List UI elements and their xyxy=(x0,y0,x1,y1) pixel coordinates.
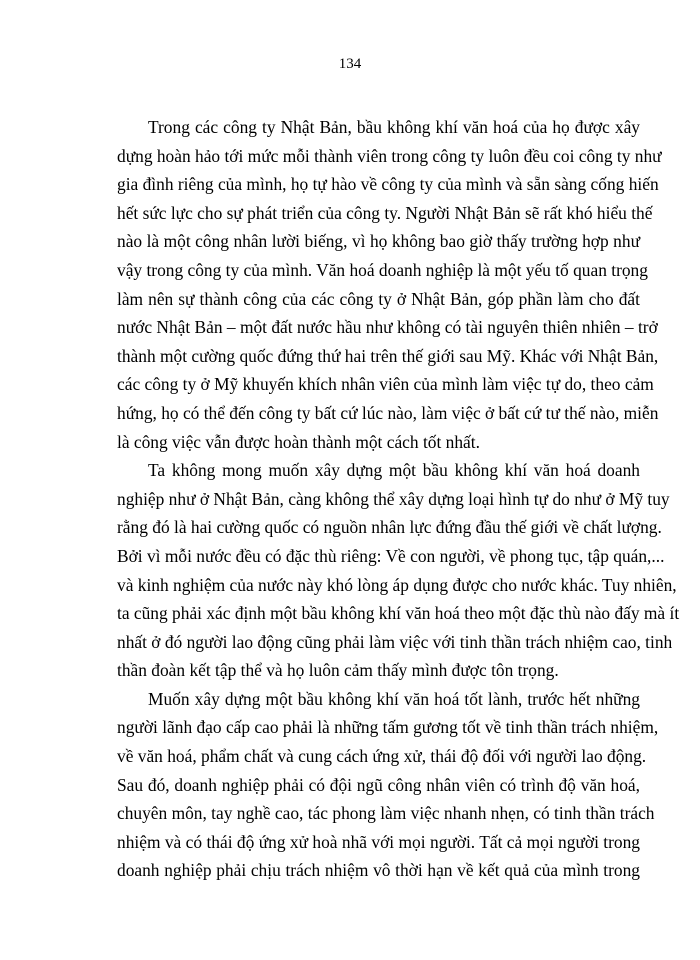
text-line: về văn hoá, phẩm chất và cung cách ứng xử, thái độ đối với người lao động. xyxy=(117,746,647,767)
text-line: doanh nghiệp phải chịu trách nhiệm vô thời hạn về kết quả của mình trong xyxy=(117,860,640,881)
text-line: nước Nhật Bản – một đất nước hầu như không có tài nguyên thiên nhiên – trở xyxy=(117,317,658,338)
text-line: và kinh nghiệm của nước này khó lòng áp dụng được cho nước khác. Tuy nhiên, xyxy=(117,574,677,595)
text-line: hứng, họ có thể đến công ty bất cứ lúc nào, làm việc ở bất cứ tư thế nào, miễn xyxy=(117,402,659,423)
text-line: Sau đó, doanh nghiệp phải có đội ngũ công nhân viên có trình độ văn hoá, xyxy=(117,774,640,795)
text-line: Bởi vì mỗi nước đều có đặc thù riêng: Về con người, về phong tục, tập quán,... xyxy=(117,545,665,566)
page-number: 134 xyxy=(338,56,362,72)
text-line: Muốn xây dựng một bầu không khí văn hoá tốt lành, trước hết những xyxy=(148,688,640,709)
text-line: vậy trong công ty của mình. Văn hoá doanh nghiệp là một yếu tố quan trọng xyxy=(117,259,648,280)
text-line: thành một cường quốc đứng thứ hai trên thế giới sau Mỹ. Khác với Nhật Bản, xyxy=(117,345,659,366)
text-line: chuyên môn, tay nghề cao, tác phong làm việc nhanh nhẹn, có tinh thần trách xyxy=(117,803,655,824)
paragraph-2 xyxy=(117,456,680,685)
text-line: gia đình riêng của mình, họ tự hào về công ty của mình và sẵn sàng cống hiến xyxy=(117,174,659,195)
paragraph-1 xyxy=(117,113,662,456)
text-line: ta cũng phải xác định một bầu không khí văn hoá theo một đặc thù nào đấy mà ít xyxy=(117,603,680,624)
text-line: nào là một công nhân lười biếng, vì họ không bao giờ thấy trường hợp như xyxy=(117,231,640,252)
text-line: các công ty ở Mỹ khuyến khích nhân viên của mình làm việc tự do, theo cảm xyxy=(117,374,654,395)
paragraph-3 xyxy=(117,685,659,885)
text-line: nhiệm và có thái độ ứng xử hoà nhã với mọi người. Tất cả mọi người trong xyxy=(117,831,640,852)
text-line: làm nên sự thành công của các công ty ở Nhật Bản, góp phần làm cho đất xyxy=(117,288,640,309)
text-line: hết sức lực cho sự phát triển của công ty. Người Nhật Bản sẽ rất khó hiểu thế xyxy=(117,202,653,223)
text-line: người lãnh đạo cấp cao phải là những tấm gương tốt về tinh thần trách nhiệm, xyxy=(117,717,659,738)
body-text xyxy=(117,113,680,885)
text-line: rằng đó là hai cường quốc có nguồn nhân lực đứng đầu thế giới về chất lượng. xyxy=(117,517,662,538)
text-line: dựng hoàn hảo tới mức mỗi thành viên trong công ty luôn đều coi công ty như xyxy=(117,145,662,166)
text-line: là công việc vẫn được hoàn thành một cách tốt nhất. xyxy=(117,431,480,452)
text-line: Trong các công ty Nhật Bản, bầu không khí văn hoá của họ được xây xyxy=(148,117,640,137)
text-line: nghiệp như ở Nhật Bản, càng không thể xây dựng loại hình tự do như ở Mỹ tuy xyxy=(117,488,670,509)
text-line: nhất ở đó người lao động cũng phải làm việc với tinh thần trách nhiệm cao, tinh xyxy=(117,631,673,652)
text-line: Ta không mong muốn xây dựng một bầu không khí văn hoá doanh xyxy=(148,460,640,481)
text-line: thần đoàn kết tập thể và họ luôn cảm thấy mình được tôn trọng. xyxy=(117,660,559,681)
